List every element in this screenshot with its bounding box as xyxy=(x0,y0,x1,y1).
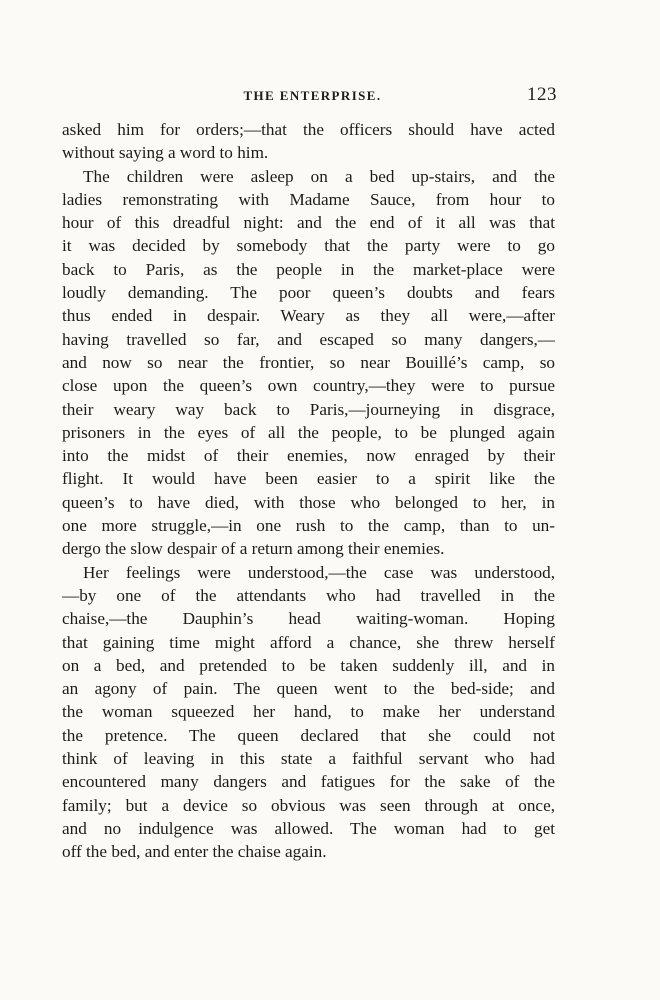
text-line: chaise,—the Dauphin’s head waiting-woman. Hoping xyxy=(62,609,555,629)
text-line: asked him for orders;—that the officers should have acted xyxy=(62,120,555,139)
text-line: think of leaving in this state a faithful servant who had xyxy=(62,749,555,769)
text-line: close upon the queen’s own country,—they were to pursue xyxy=(62,376,555,396)
text-line: Her feelings were understood,—the case was understood, xyxy=(83,562,555,582)
text-line: having travelled so far, and escaped so many dangers,— xyxy=(62,329,555,349)
text-line: prisoners in the eyes of all the people, to be plunged again xyxy=(62,422,555,442)
text-line: their weary way back to Paris,—journeying in disgrace, xyxy=(62,399,555,419)
text-line: flight. It would have been easier to a spirit like the xyxy=(62,469,555,489)
text-line: that gaining time might afford a chance, she threw herself xyxy=(62,632,555,652)
text-line: encountered many dangers and fatigues for the sake of the xyxy=(62,772,555,792)
text-line: hour of this dreadful night: and the end of it all was that xyxy=(62,213,555,233)
text-line: an agony of pain. The queen went to the bed-side; and xyxy=(62,679,555,699)
text-line: back to Paris, as the people in the market-place were xyxy=(62,259,555,279)
text-line: loudly demanding. The poor queen’s doubts and fears xyxy=(62,283,555,303)
running-head xyxy=(60,84,565,108)
text-line: without saying a word to him. xyxy=(62,143,269,163)
text-line: off the bed, and enter the chaise again. xyxy=(62,842,327,862)
text-line: family; but a device so obvious was seen through at once, xyxy=(62,795,555,815)
text-line: on a bed, and pretended to be taken suddenly ill, and in xyxy=(62,655,555,675)
text-line: —by one of the attendants who had travelled in the xyxy=(62,585,555,605)
text-line: and now so near the frontier, so near Bouillé’s camp, so xyxy=(62,352,555,372)
text-line: the woman squeezed her hand, to make her understand xyxy=(62,702,555,722)
text-line: and no indulgence was allowed. The woman had to get xyxy=(62,818,555,838)
text-line: thus ended in despair. Weary as they all were,—after xyxy=(62,306,555,326)
text-line: it was decided by somebody that the party were to go xyxy=(62,236,555,256)
body-text xyxy=(62,118,555,864)
text-line: queen’s to have died, with those who belonged to her, in xyxy=(62,492,555,512)
text-line: ladies remonstrating with Madame Sauce, from hour to xyxy=(62,189,555,209)
page-number: 123 xyxy=(527,84,557,105)
text-line: one more struggle,—in one rush to the camp, than to un- xyxy=(62,516,555,536)
text-line: The children were asleep on a bed up-stairs, and the xyxy=(83,166,555,186)
text-line: the pretence. The queen declared that she could not xyxy=(62,725,555,745)
text-line: into the midst of their enemies, now enraged by their xyxy=(62,446,555,466)
text-line: dergo the slow despair of a return among their enemies. xyxy=(62,539,445,559)
running-title: THE ENTERPRISE. xyxy=(243,88,382,103)
